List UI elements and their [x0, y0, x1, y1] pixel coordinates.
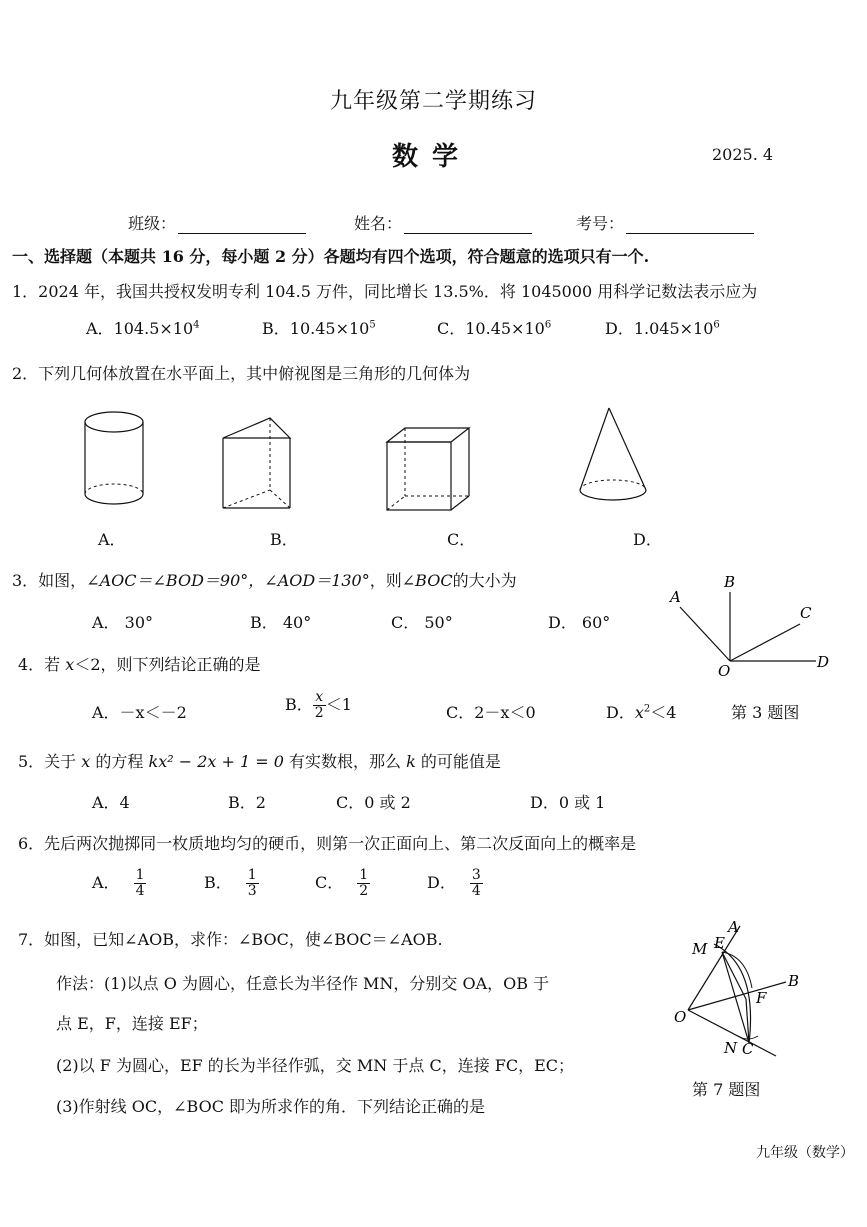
class-label: 班级：: [128, 214, 177, 233]
q4-option-d: D．$x^2<4$: [606, 703, 677, 722]
q3-label-o: O: [718, 662, 731, 680]
q3-label-c: C: [800, 604, 812, 622]
subject-title: 数学: [392, 142, 473, 172]
q7-label-f: F: [756, 989, 767, 1007]
q3-angle-figure: [660, 570, 840, 680]
q7-step-3: (3)作射线 OC，∠BOC 即为所求作的角．下列结论正确的是: [56, 1097, 486, 1116]
paper-title: 九年级第二学期练习: [329, 89, 537, 114]
cylinder-figure: [80, 408, 150, 508]
q3-figure-caption: 第 3 题图: [731, 703, 800, 722]
q3-option-a: A． 30°: [92, 613, 154, 632]
exam-date: 2025. 4: [712, 145, 774, 164]
q3-label-b: B: [724, 573, 736, 591]
q3-option-c: C． 50°: [391, 613, 453, 632]
q4-option-a: A．－x＜－2: [92, 703, 187, 722]
q6-option-c: C． $\frac{1}{2}$: [315, 867, 369, 899]
q7-step-1b: 点 E，F，连接 EF；: [56, 1014, 208, 1033]
q5-option-c: C．0 或 2: [336, 793, 411, 812]
q3-label-d: D: [817, 653, 830, 671]
q4-option-c: C．2－x＜0: [446, 703, 536, 722]
q6-option-d: D． $\frac{3}{4}$: [427, 867, 481, 899]
q3-option-b: B． 40°: [250, 613, 312, 632]
q5-option-b: B．2: [228, 793, 266, 812]
id-label: 考号：: [576, 214, 625, 233]
q1-option-a: A．$104.5\times 10^4$: [86, 319, 200, 338]
q7-label-c: C: [742, 1040, 754, 1058]
class-field: [128, 211, 306, 234]
question-3-stem: 3．如图，∠AOC＝∠BOD＝90°，∠AOD＝130°，则∠BOC的大小为: [12, 571, 517, 590]
page-footer: 九年级（数学）: [756, 1145, 854, 1161]
question-7-stem: 7．如图，已知∠AOB，求作：∠BOC，使∠BOC＝∠AOB.: [18, 930, 443, 949]
q4-option-b: B． $\frac{x}{2}$ ＜1: [285, 689, 352, 721]
id-blank: [626, 217, 754, 234]
q7-step-1a: 作法：(1)以点 O 为圆心，任意长为半径作 MN，分别交 OA，OB 于: [56, 974, 550, 993]
triangular-prism-figure: [218, 414, 298, 514]
question-1-stem: 1．2024 年，我国共授权发明专利 104.5 万件，同比增长 13.5%．将 1045000 用科学记数法表示应为: [12, 282, 758, 301]
q7-construction-figure: [672, 918, 812, 1068]
q7-label-n: N: [724, 1039, 738, 1057]
question-5-stem: 5．关于 x 的方程 kx² − 2x + 1 = 0 有实数根，那么 k 的可能值是: [18, 752, 501, 771]
name-blank: [404, 217, 532, 234]
q7-label-o: O: [674, 1008, 687, 1026]
q5-option-d: D．0 或 1: [530, 793, 606, 812]
q6-option-a: A． $\frac{1}{4}$: [92, 867, 145, 899]
name-label: 姓名：: [354, 214, 403, 233]
q2-option-d: D．: [633, 530, 662, 549]
q7-label-e: E: [714, 934, 725, 952]
q6-option-b: B． $\frac{1}{3}$: [204, 867, 257, 899]
cube-figure: [383, 424, 478, 519]
q1-option-d: D．$1.045\times 10^6$: [605, 319, 720, 338]
q1-option-c: C．$10.45\times 10^6$: [437, 319, 552, 338]
q7-label-b: B: [788, 972, 800, 990]
question-2-stem: 2．下列几何体放置在水平面上，其中俯视图是三角形的几何体为: [12, 364, 471, 383]
q3-label-a: A: [670, 588, 681, 606]
class-blank: [178, 217, 306, 234]
q7-label-a: A: [728, 918, 739, 936]
q7-step-2: (2)以 F 为圆心，EF 的长为半径作弧，交 MN 于点 C，连接 FC，EC；: [56, 1056, 575, 1075]
section-heading: 一、选择题（本题共 16 分，每小题 2 分）各题均有四个选项，符合题意的选项只有一个.: [12, 247, 650, 266]
q2-option-b: B．: [270, 530, 298, 549]
cone-figure: [574, 404, 654, 504]
question-4-stem: 4．若 x＜2，则下列结论正确的是: [18, 655, 261, 674]
name-field: [354, 211, 532, 234]
q3-option-d: D． 60°: [548, 613, 611, 632]
q7-figure-caption: 第 7 题图: [692, 1080, 761, 1099]
q2-option-c: C．: [447, 530, 476, 549]
q2-option-a: A．: [98, 530, 126, 549]
id-field: [576, 211, 754, 234]
question-6-stem: 6．先后两次抛掷同一枚质地均匀的硬币，则第一次正面向上、第二次反面向上的概率是: [18, 834, 637, 853]
q1-option-b: B．$10.45\times 10^5$: [262, 319, 376, 338]
q5-option-a: A．4: [92, 793, 130, 812]
q7-label-m: M: [692, 940, 708, 958]
